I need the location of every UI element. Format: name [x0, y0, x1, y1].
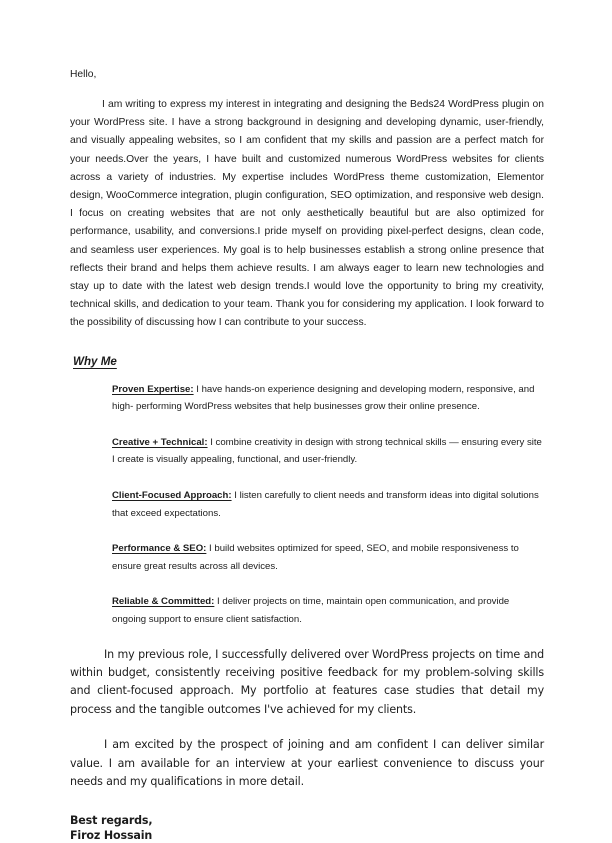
list-item-label: Creative + Technical: [112, 436, 208, 448]
list-item-label: Client-Focused Approach: [112, 490, 232, 502]
list-item-text: I listen carefully to client needs and transform ideas into digital solutions that exceed expectations. [112, 490, 539, 519]
why-me-heading [70, 353, 544, 371]
list-item-text: I combine creativity in design with strong technical skills — ensuring every site I create is visually appealing, functional, and user-friendly. [112, 436, 542, 466]
signature-block [70, 813, 544, 843]
list-item [70, 487, 544, 522]
why-me-list [70, 381, 544, 629]
list-item-text: I have hands-on experience designing and developing modern, responsive, and high- performing WordPress websites that help businesses grow their online presence. [112, 383, 535, 413]
list-item-text: I build websites optimized for speed, SEO, and mobile responsiveness to ensure great results across all devices. [112, 543, 519, 572]
list-item-label: Performance & SEO: [112, 543, 207, 555]
list-item-label: Reliable & Committed: [112, 596, 215, 608]
signoff-closing: Best regards, [70, 814, 153, 828]
list-item [70, 540, 544, 575]
availability-paragraph: I am excited by the prospect of joining and am confident I can deliver similar value. I am available for an interview at your earliest convenience to discuss your needs and my qualifications in more detail. [70, 738, 544, 789]
signoff-name: Firoz Hossain [70, 829, 153, 843]
list-item [70, 593, 544, 628]
experience-paragraph: In my previous role, I successfully delivered over WordPress projects on time and within budget, consistently receiving positive feedback for my problem-solving skills and client-focused approach. My portfolio at features case studies that detail my process and the tangible outcomes I've achieved for my clients. [70, 647, 544, 716]
greeting-line: Hello, [70, 69, 97, 80]
list-item [70, 434, 544, 469]
list-item [70, 381, 544, 416]
why-me-heading-text: Why Me [73, 354, 117, 368]
list-item-label: Proven Expertise: [112, 383, 194, 395]
document-body [70, 66, 544, 843]
intro-paragraph: I am writing to express my interest in integrating and designing the Beds24 WordPress plugin on your WordPress site. I have a strong background in designing and developing dynamic, user-friendly, and visually appealing websites, so I am confident that my skills and passion are a perfect match for your needs.Over the years, I have built and customized numerous WordPress websites for clients across a variety of industries. My expertise includes WordPress theme customization, Elementor design, WooCommerce integration, plugin configuration, SEO optimization, and responsive web design. I focus on creating websites that are not only aesthetically beautiful but are also optimized for performance, usability, and conversions.I pride myself on providing pixel-perfect designs, clean code, and seamless user experiences. My goal is to help businesses establish a strong online presence that reflects their brand and helps them achieve results. I am always eager to learn new technologies and stay up to date with the latest web design trends.I would love the opportunity to bring my creativity, technical skills, and dedication to your team. Thank you for considering my application. I look forward to the possibility of discussing how I can contribute to your success. [70, 99, 544, 329]
list-item-text: I deliver projects on time, maintain open communication, and provide ongoing support to ensure client satisfaction. [112, 596, 510, 625]
